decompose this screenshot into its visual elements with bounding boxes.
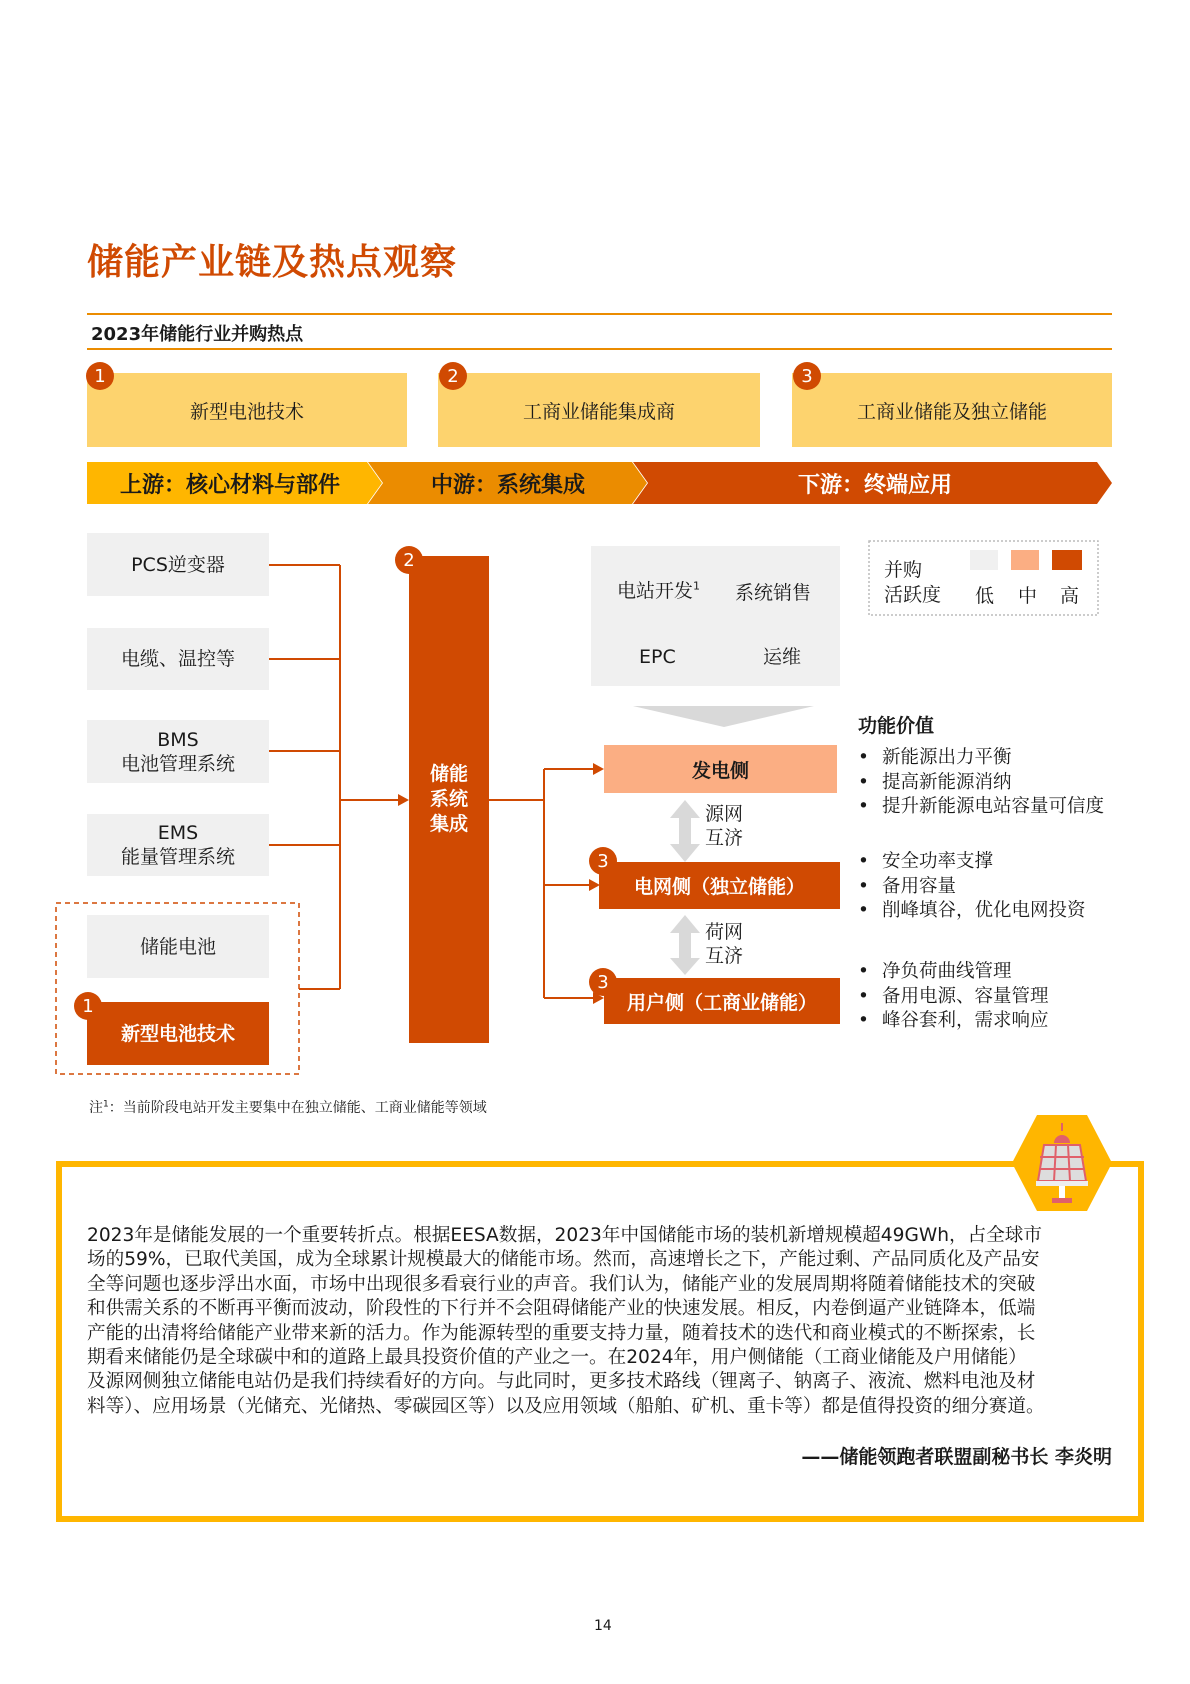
number-badge: 1 [86,362,114,390]
hotspot-label: 新型电池技术 [189,400,304,423]
number-badge: 1 [74,992,102,1020]
hotspot-label: 工商业储能集成商 [522,400,675,423]
component-pcs [87,533,269,596]
number-badge: 3 [793,362,821,390]
service-system-sales: 系统销售 [735,582,812,604]
component-label: BMS [157,728,199,751]
solar-panel-icon [1012,1113,1112,1213]
legend-high: 高 [1060,585,1080,607]
legend-swatch-mid [1011,550,1039,570]
number-badge: 2 [439,362,467,390]
legend-title: 并购 活跃度 [884,559,942,606]
load-grid-link: 荷网 互济 [705,921,744,967]
section-subtitle: 2023年储能行业并购热点 [91,324,304,345]
generation-side [604,745,837,793]
component-label: 能量管理系统 [120,846,235,868]
component-label: 储能电池 [139,935,216,958]
midstream-label: 中游：系统集成 [430,472,585,498]
footnote: 注$^1$：当前阶段电站开发主要集中在独立储能、工商业储能等领域 [89,1099,487,1116]
integration-bar [409,556,489,1043]
quote-paragraph: 2023年是储能发展的一个重要转折点。根据EESA数据，2023年中国储能市场的装机新增规模超49GWh，占全球市 场的59%，已取代美国，成为全球累计规模最大的储能市场。然而，高速增长之下，产能过剩、产品同质化及产品安 全等问题也逐步浮出水面，市场中出现很多看衰行业的声音。我们认为，储能产业的发展周期将随着储能技术的突破 和供需关系的不断再平衡而波动，阶段性的下行并不会阻碍储能产业的快速发展。相反，内卷倒逼产业链降本，低端 产能的出清将给储能产业带来新的活力。作为能源转型的重要支持力量，随着技术的迭代和商业模式的不断探索，长 期看来储能仍是全球碳中和的道路上最具投资价值的产业之一。在2024年，用户侧储能（工商业储能及户用储能） 及源网侧独立储能电站仍是我们持续看好的方向。与此同时，更多技术路线（锂离子、钠离子、液流、燃料电池及材 料等）、应用场景（光储充、光储热、零碳园区等）以及应用领域（船舶、矿机、重卡等）都是值得投资的细分赛道。 [87,1225,1045,1417]
number-badge: 3 [589,968,617,996]
upstream-label: 上游：核心材料与部件 [119,472,340,498]
user-side [604,978,840,1024]
chevron-down-icon [633,706,814,727]
number-badge: 3 [589,847,617,875]
integration-label: 储能 系统 集成 [429,763,468,835]
component-label: 电池管理系统 [120,752,235,775]
new-battery-tech [87,1002,269,1065]
services-box [591,546,840,686]
quote-author: ——储能领跑者联盟副秘书长 李炎明 [801,1446,1112,1468]
grid-side [599,862,840,909]
side-label: 电网侧（独立储能） [633,876,805,898]
side-label: 发电侧 [691,759,749,782]
legend-mid: 中 [1018,585,1038,607]
function-title: 功能价值 [858,715,935,737]
user-bullets: • 净负荷曲线管理 • 备用电源、容量管理 • 峰谷套利，需求响应 [858,960,1049,1034]
component-bms [87,720,269,783]
page-number: 14 [594,1618,612,1634]
service-om: 运维 [763,646,802,668]
generation-bullets: • 新能源出力平衡 • 提高新能源消纳 • 提升新能源电站容量可信度 [858,746,1104,820]
grid-bullets: • 安全功率支撑 • 备用容量 • 削峰填谷，优化电网投资 [858,850,1086,924]
component-battery [87,915,269,978]
new-battery-label: 新型电池技术 [120,1022,235,1045]
page-title: 储能产业链及热点观察 [87,242,458,283]
downstream-label: 下游：终端应用 [797,472,952,498]
service-station-dev: 电站开发$^1$ [617,579,701,602]
legend-swatch-high [1052,550,1082,570]
side-label: 用户侧（工商业储能） [626,991,817,1014]
hotspot-label: 工商业储能及独立储能 [856,400,1047,423]
component-cable [87,628,269,690]
legend-swatch-low [970,550,998,570]
component-label: PCS逆变器 [131,553,225,576]
service-epc: EPC [639,646,676,668]
component-label: 电缆、温控等 [120,648,235,670]
component-ems [87,814,269,876]
component-label: EMS [157,822,199,844]
number-badge: 2 [395,546,423,574]
legend-low: 低 [975,585,995,607]
source-grid-link: 源网 互济 [705,803,744,849]
